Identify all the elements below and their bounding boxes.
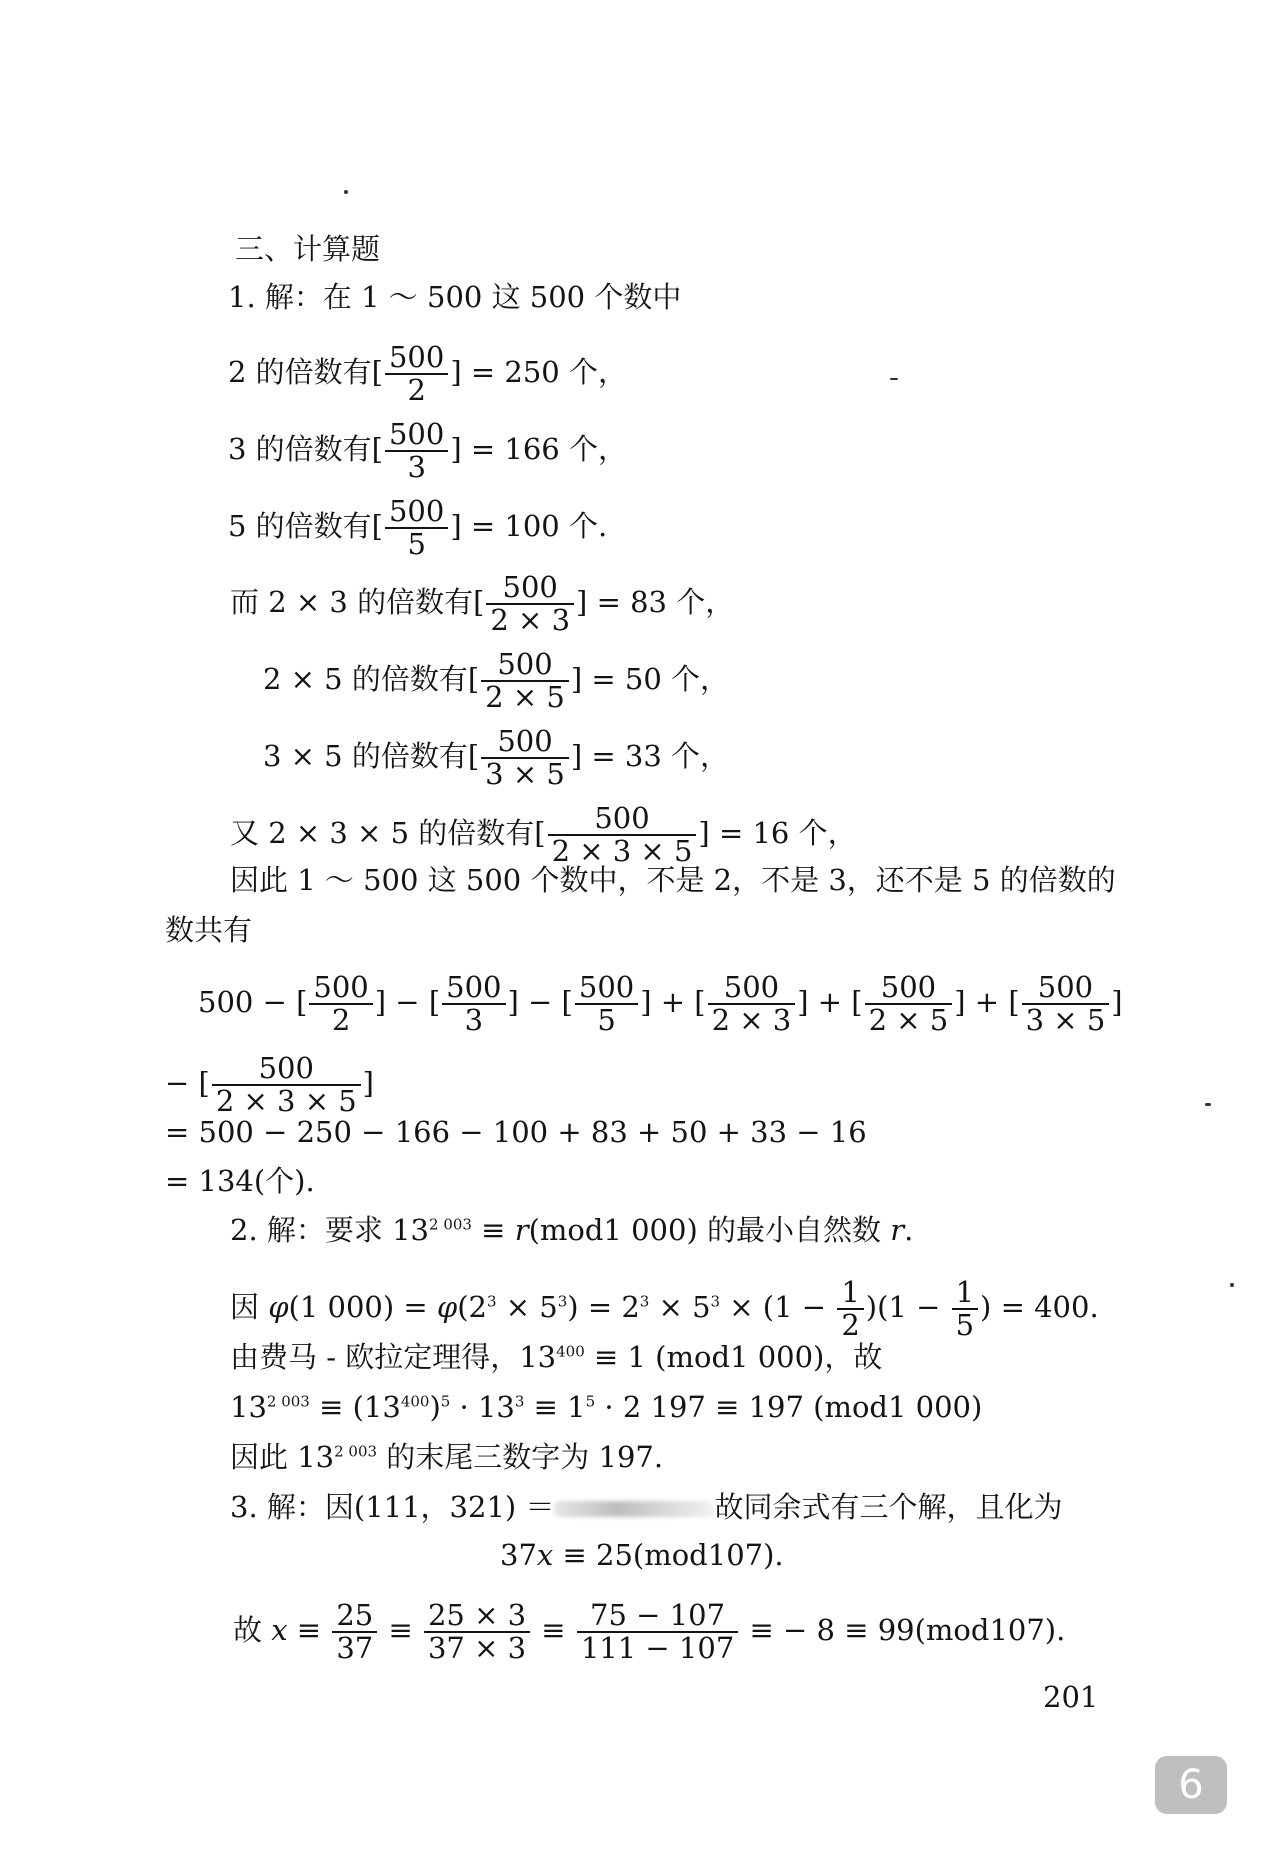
problem-3-statement: 3. 解：因(111，321) ＝ 故同余式有三个解，且化为: [230, 1490, 1063, 1524]
scan-speck: [1230, 1283, 1234, 1287]
congruence-chain: $13^{2 003} \equiv (13^{400})^5 \cdot 13^3 \equiv 1^5 \cdot 2$ 197 ≡ 197 (mod1 000): [230, 1390, 983, 1424]
fraction: $\frac{25 \times 3}{37 \times 3}$: [424, 1600, 530, 1664]
fraction: $\frac{500}{5}$: [575, 972, 638, 1036]
fraction: $\frac{500}{2 \times 3}$: [486, 572, 574, 636]
blurred-region: [554, 1501, 714, 1517]
fraction: $\frac{1}{5}$: [952, 1277, 978, 1341]
fraction: $\frac{1}{2}$: [837, 1277, 863, 1341]
fraction: $\frac{500}{3}$: [442, 972, 505, 1036]
multiples-of-10: 2 × 5 的倍数有[ $\frac{500}{2 \times 5}$ ] = 50 个，: [263, 647, 729, 714]
last-three-digits-line: 因此 $13^{2 003}$ 的末尾三数字为 197.: [230, 1440, 664, 1474]
fraction: $\frac{500}{2}$: [309, 972, 372, 1036]
fraction: $\frac{500}{2 \times 3 \times 5}$: [212, 1053, 361, 1117]
fraction: $\frac{500}{3 \times 5}$: [1022, 972, 1110, 1036]
euler-phi-line: 因 φ(1 $000) = \varphi(2^3 \times 5^3) = 2^3 \times 5^3 \times (1$ − $\frac{1}{2}$ )(1 − $\frac{1}{5}$ ) = 400.: [230, 1275, 1099, 1342]
reduced-congruence: 37x ≡ 25(mod107).: [500, 1538, 784, 1572]
multiples-of-3: 3 的倍数有[ $\frac{500}{3}$ ] = 166 个，: [228, 417, 627, 484]
fraction: $\frac{500}{2 \times 5}$: [865, 972, 953, 1036]
inclusion-exclusion-expression-cont: − [ $\frac{500}{2 \times 3 \times 5}$ ]: [165, 1051, 374, 1118]
scan-speck: [1205, 1103, 1211, 1106]
fraction: $\frac{75 - 107}{111 - 107}$: [577, 1600, 738, 1664]
multiples-of-5: 5 的倍数有[ $\frac{500}{5}$ ] = 100 个.: [228, 494, 608, 561]
problem-1-intro: 1. 解：在 1 ～ 500 这 500 个数中: [228, 280, 682, 314]
fraction: $\frac{500}{2}$: [385, 342, 448, 406]
fraction: $\frac{500}{2 \times 3 \times 5}$: [548, 803, 697, 867]
section-title: 三、计算题: [235, 232, 381, 266]
result-line: = 134(个).: [165, 1164, 315, 1198]
page-number: 201: [1043, 1680, 1099, 1714]
multiples-of-30: 又 2 × 3 × 5 的倍数有[ $\frac{500}{2 \times 3 \times 5}$ ] = 16 个，: [230, 801, 857, 868]
fraction: $\frac{500}{2 \times 3}$: [708, 972, 796, 1036]
conclusion-line-1: 因此 1 ～ 500 这 500 个数中，不是 2，不是 3，还不是 5 的倍数的: [230, 863, 1116, 897]
fraction: $\frac{500}{3}$: [385, 419, 448, 483]
inclusion-exclusion-expression: 500 − [ $\frac{500}{2}$ ] − [ $\frac{500}{3}$ ] − [ $\frac{500}{5}$ ] + [ $\frac{500}{2 \times 3}$ ] + [ $\frac{500}{2 \times 5}$ ] + [ $\frac{500}{3 \times 5}$ ]: [198, 970, 1123, 1037]
multiples-of-2: 2 的倍数有[ $\frac{500}{2}$ ] = 250 个，: [228, 340, 627, 407]
problem-2-statement: 2. 解：要求 $13^{2 003} \equiv r(mod1$ 000) 的最小自然数 r.: [230, 1213, 914, 1247]
fraction: $\frac{500}{3 \times 5}$: [481, 726, 569, 790]
sum-line: = 500 − 250 − 166 − 100 + 83 + 50 + 33 − 16: [165, 1115, 867, 1149]
fraction: $\frac{25}{37}$: [332, 1600, 377, 1664]
fraction: $\frac{500}{5}$: [385, 496, 448, 560]
solution-line: 故 x ≡ $\frac{25}{37}$ ≡ $\frac{25 \times 3}{37 \times 3}$ ≡ $\frac{75 - 107}{111 - 107}$ ≡ − 8 ≡ 99(mod107).: [233, 1598, 1066, 1665]
conclusion-line-2: 数共有: [165, 913, 253, 947]
scan-speck: [890, 378, 898, 380]
page-badge[interactable]: 6: [1155, 1756, 1227, 1814]
scan-speck: [344, 190, 348, 194]
multiples-of-15: 3 × 5 的倍数有[ $\frac{500}{3 \times 5}$ ] = 33 个，: [263, 724, 729, 791]
fraction: $\frac{500}{2 \times 5}$: [481, 649, 569, 713]
fermat-euler-line: 由费马 - 欧拉定理得，$13^{400} \equiv 1$ (mod1 000)，故: [230, 1340, 883, 1374]
multiples-of-6: 而 2 × 3 的倍数有[ $\frac{500}{2 \times 3}$ ] = 83 个，: [230, 570, 735, 637]
